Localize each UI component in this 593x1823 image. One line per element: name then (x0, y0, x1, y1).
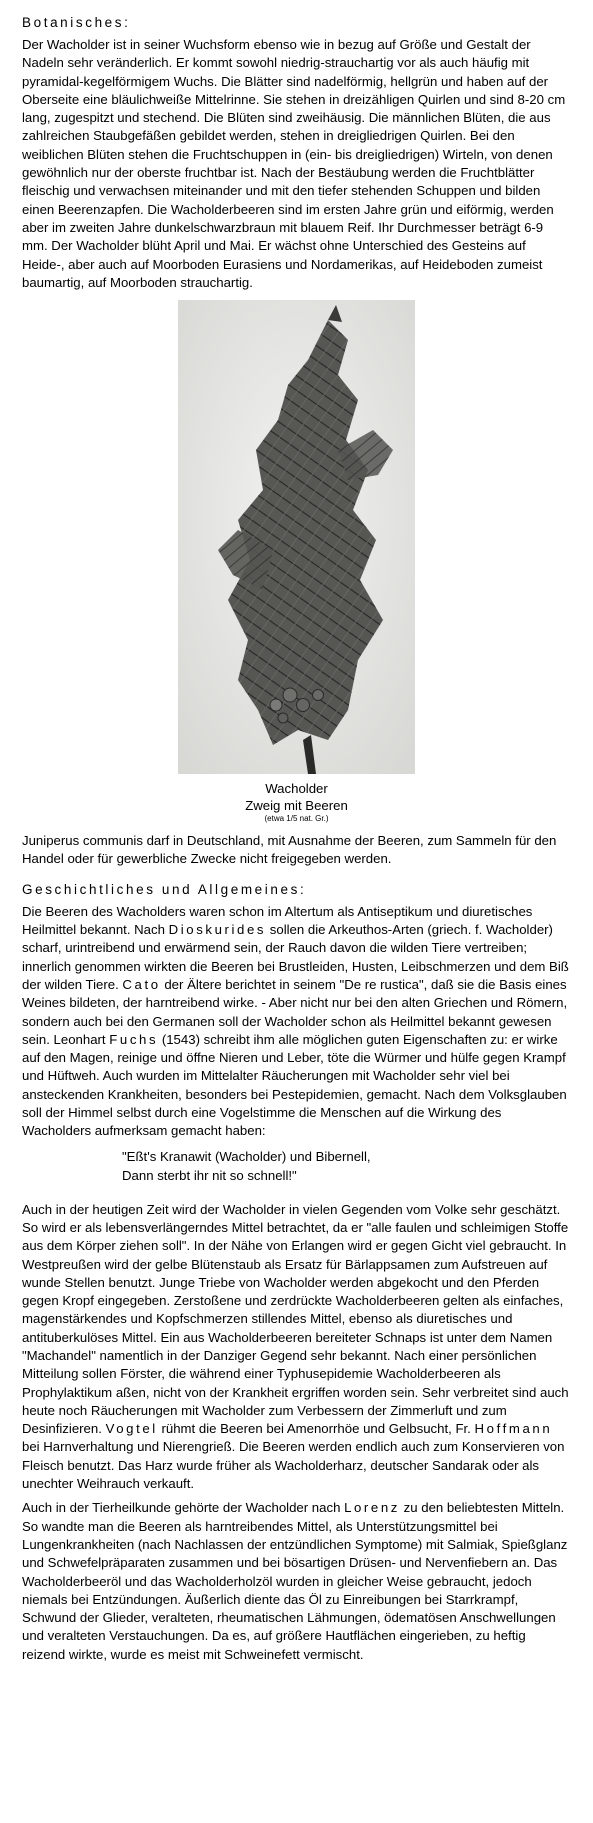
paragraph-geschichte-1 (22, 903, 571, 1141)
text-run: der Ältere berichtet in seinem "De re rustica", daß sie die Basis eines Weines bildeten, der harntreibend wirke. - Aber nicht nur bei den alten Griechen und Römern, sondern auch bei den Germanen soll der Wacholder schon als Heilmittel bekannt gewesen sein. Leonhart (22, 976, 568, 1047)
verse-line-2: Dann sterbt ihr nit so schnell!" (122, 1167, 297, 1183)
figure-caption-subtitle: Zweig mit Beeren (245, 798, 348, 814)
figure-wacholder (22, 300, 571, 828)
text-run: Die Beeren des Wacholders waren schon im Altertum als Antiseptikum und diuretisches Heilmittel bekannt. Nach (22, 903, 533, 938)
paragraph-legal-note: Juniperus communis darf in Deutschland, mit Ausnahme der Beeren, zum Sammeln für den Handel oder für gewerbliche Zwecke nicht freigegeben werden. (22, 833, 557, 867)
text-run: (1543) schreibt ihm alle möglichen guten Eigenschaften zu: er wirke auf den Magen, reinige und öffne Nieren und Leber, töte die Würmer und hülfe gegen Krampf und Hüftweh. Auch wurden im Mittelalter Räucherungen mit Wacholder sehr viel bei ansteckenden Krankheiten, besonders bei Pestepidemien, gemacht. Nach dem Volksglauben soll der Himmel selbst durch eine Vogelstimme die Menschen auf die Wirkung des Wacholders aufmerksam gemacht haben: (22, 1031, 567, 1139)
section-heading-botanik: Botanisches: (22, 15, 131, 30)
figure-caption-title: Wacholder (265, 781, 328, 797)
verse-line-1: "Eßt's Kranawit (Wacholder) und Bibernell, (122, 1148, 371, 1164)
folk-verse (122, 1147, 571, 1185)
author-name-dioskurides: Dioskurides (168, 922, 267, 938)
author-name-hoffmann: Hoffmann (474, 1421, 553, 1437)
text-run: zu den beliebtesten Mitteln. So wandte man die Beeren als harntreibendes Mittel, als Unterstützungsmittel bei Lungenkrankheiten (nach Nachlassen der entzündlichen Symptome) mit Salmiak, Spießglanz und Schwefelpräparaten zusammen und bei bösartigen Drüsen- und Nervenfiebern an. Das Wacholderbeeröl und das Wacholderholzöl wurden in gleicher Weise gebraucht, jedoch niemals bei Entzündungen. Äußerlich diente das Öl zu Einreibungen bei Starrkrampf, Schwund der Glieder, veralteten, rheumatischen Lähmungen, ödematösen Anschwellungen und veralteten Verstauchungen. Da es, auf größere Hautflächen eingerieben, zu heftig reizend wirkte, wurde es meist mit Schweinefett vermischt. (22, 1500, 568, 1662)
text-run: Auch in der heutigen Zeit wird der Wacholder in vielen Gegenden vom Volke sehr geschätzt. So wird er als lebensverlängerndes Mittel betrachtet, da er "alle faulen und schleimigen Stoffe aus dem Körper ziehen soll". In der Nähe von Erlangen wird er gegen Gicht viel gebraucht. In Westpreußen wird der gelbe Blütenstaub als Ersatz für Bärlappsamen zum Aufstreuen auf wunde Stellen benutzt. Junge Triebe von Wacholder werden abgekocht und den Pferden gegen Kropf eingegeben. Zerstoßene und zerdrückte Wacholderbeeren gelten als einfaches, magenstärkendes und Kopfschmerzen stillendes Mittel, ebenso als diuretisches und antituberkulöses Mittel. Ein aus Wacholderbeeren bereiteter Schnaps ist unter dem Namen "Machandel" namentlich in der Danziger Gegend sehr bekannt. Nach einer persönlichen Mitteilung sollen Förster, die während einer Typhusepidemie Wacholderbeeren als Prophylaktikum aßen, nicht von der Krankheit ergriffen worden sein. Sehr verbreitet sind auch heute noch Räucherungen mit Wacholder zum Verbessern der Zimmerluft und zum Desinfizieren. (22, 1201, 569, 1437)
paragraph-geschichte-2 (22, 1201, 571, 1494)
paragraph-geschichte-3 (22, 1499, 571, 1664)
figure-caption-scale: (etwa 1/5 nat. Gr.) (264, 814, 329, 824)
juniper-branch-photo (178, 300, 415, 774)
document-page (0, 14, 593, 1823)
section-heading-geschichte: Geschichtliches und Allgemeines: (22, 881, 307, 897)
text-run: Auch in der Tierheilkunde gehörte der Wacholder nach (22, 1500, 345, 1516)
text-run: rühmt die Beeren bei Amenorrhöe und Gelbsucht, Fr. (157, 1421, 475, 1437)
author-name-vogtel: Vogtel (105, 1421, 158, 1437)
author-name-lorenz: Lorenz (344, 1500, 400, 1516)
text-run: bei Harnverhaltung und Nierengrieß. Die Beeren werden endlich auch zum Konservieren von Fleisch benutzt. Das Harz wurde früher als Wacholderharz, deutscher Sandarak oder als unechter Weihrauch verkauft. (22, 1439, 565, 1492)
author-name-fuchs: Fuchs (109, 1031, 159, 1047)
paragraph-botanik: Der Wacholder ist in seiner Wuchsform ebenso wie in bezug auf Größe und Gestalt der Nadeln sehr veränderlich. Er kommt sowohl niedrig-strauchartig vor als auch häufig mit pyramidal-kegelförmigem Wuchs. Die Blätter sind nadelförmig, hellgrün und haben auf der Oberseite eine bläulichweiße Mittelrinne. Sie stehen in dreizähligen Quirlen und sind 8-20 cm lang, zugespitzt und stechend. Die Blüten sind zweihäusig. Die männlichen Blüten, die aus zahlreichen Staubgefäßen gebildet werden, stehen in dreigliedrigen Quirlen. Bei den weiblichen Blüten stehen die Fruchtschuppen in (ein- bis dreigliedrigen) Wirteln, von denen gewöhnlich nur der oberste fruchtbar ist. Nach der Bestäubung werden die Fruchtblätter fleischig und verwachsen miteinander und mit den tiefer stehenden Schuppen und bilden einen Beerenzapfen. Die Wacholderbeeren sind im ersten Jahre grün und eiförmig, werden aber im zweiten Jahre dunkelschwarzbraun mit blauem Reif. Ihr Durchmesser beträgt 6-9 mm. Der Wacholder blüht April und Mai. Er wächst ohne Unterschied des Gesteins auf Heide-, aber auch auf Moorboden Eurasiens und Nordamerikas, auf Heideboden zumeist baumartig, auf Moorboden strauchartig. (22, 37, 566, 290)
text-run: sollen die Arkeuthos-Arten (griech. f. Wacholder) scharf, urintreibend und erwärmend sein, der Rauch davon die wilden Tiere vertreiben; innerlich genommen wirkten die Beeren bei Brustleiden, Husten, Leibschmerzen und dem Biß der wilden Tiere. (22, 922, 569, 992)
author-name-cato: Cato (122, 976, 161, 992)
